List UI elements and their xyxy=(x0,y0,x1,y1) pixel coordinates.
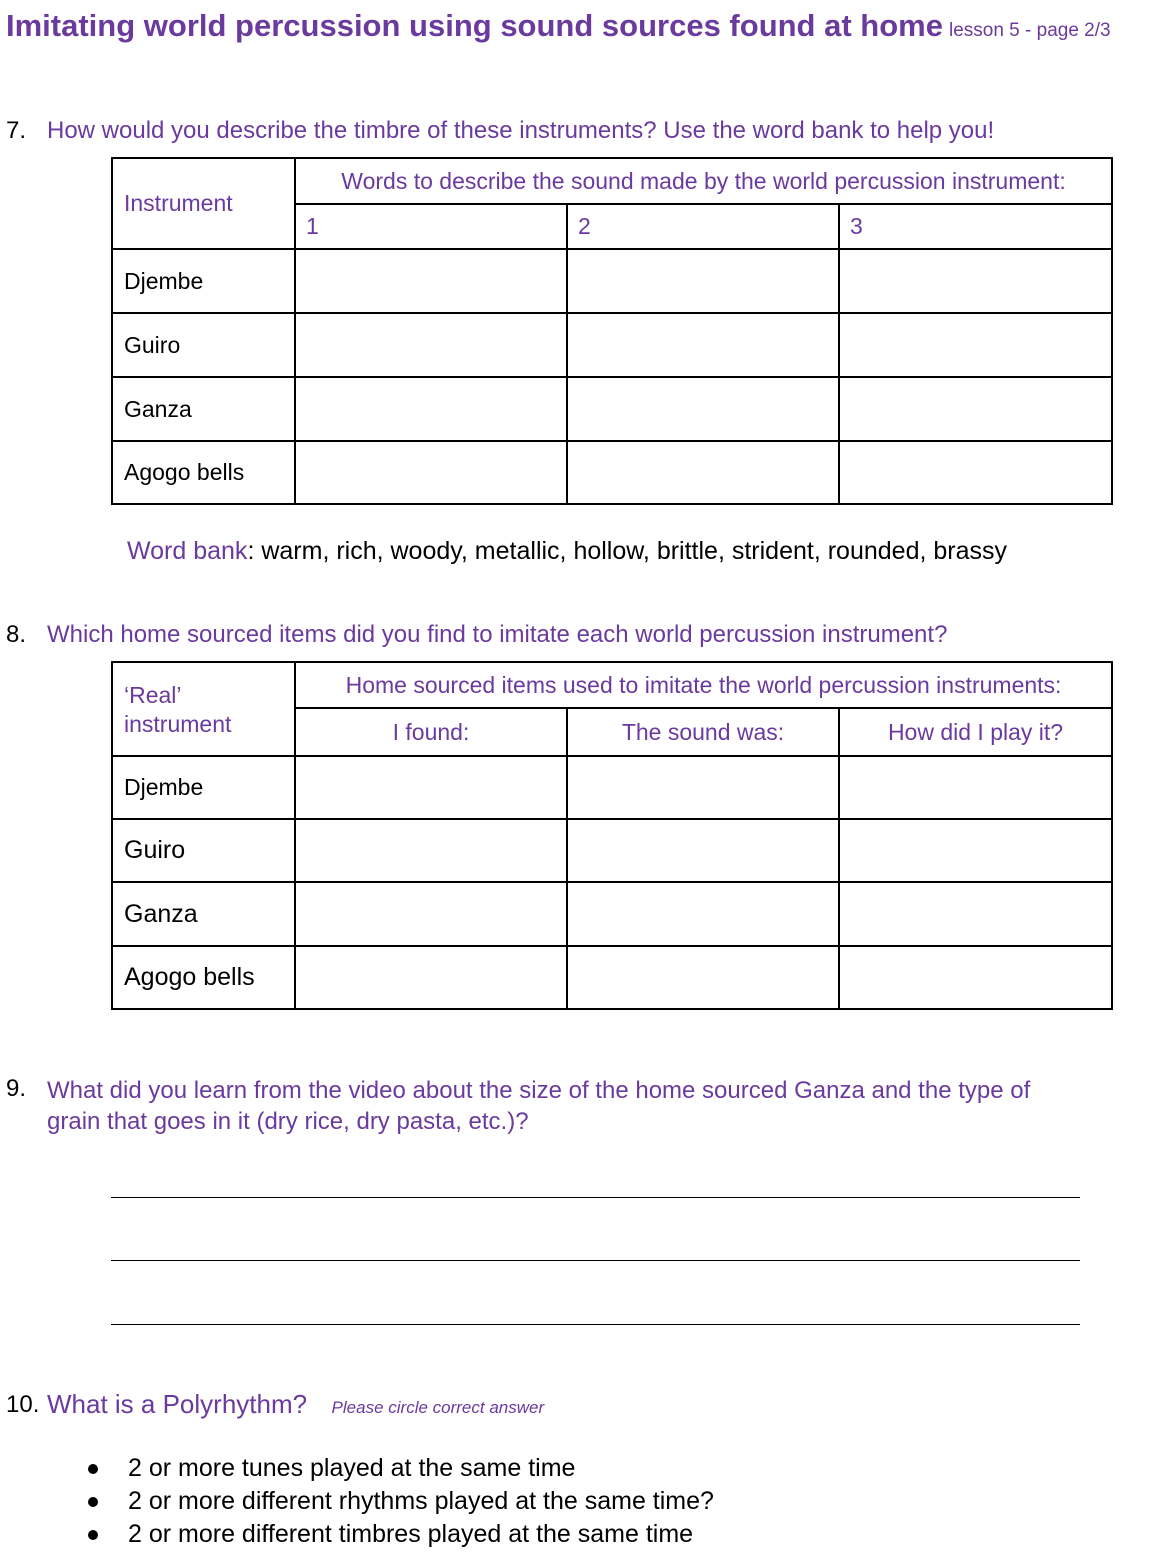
title-main: Imitating world percussion using sound sources found at home xyxy=(6,8,943,43)
option-text: 2 or more different rhythms played at the same time? xyxy=(128,1487,714,1515)
option-item[interactable] xyxy=(88,1518,714,1551)
word-bank-words: : warm, rich, woody, metallic, hollow, brittle, strident, rounded, brassy xyxy=(247,537,1007,565)
answer-cell[interactable] xyxy=(839,946,1112,1009)
answer-line[interactable] xyxy=(111,1197,1080,1198)
word-bank xyxy=(127,537,1007,566)
answer-cell[interactable] xyxy=(295,313,567,377)
answer-cell[interactable] xyxy=(839,441,1112,504)
question-9-number: 9. xyxy=(6,1075,27,1102)
table-row xyxy=(112,819,1112,882)
bullet-icon xyxy=(88,1497,98,1507)
question-7-number: 7. xyxy=(6,117,27,144)
answer-cell[interactable] xyxy=(567,946,839,1009)
question-10-text xyxy=(47,1389,544,1420)
answer-cell[interactable] xyxy=(295,756,567,819)
title-sub: lesson 5 - page 2/3 xyxy=(948,20,1111,41)
bullet-icon xyxy=(88,1464,98,1474)
home-items-table xyxy=(111,661,1113,1010)
timbre-row-label: Guiro xyxy=(112,313,295,377)
polyrhythm-options xyxy=(88,1452,714,1551)
answer-cell[interactable] xyxy=(567,882,839,946)
answer-cell[interactable] xyxy=(567,441,839,504)
question-8-text: Which home sourced items did you find to imitate each world percussion instrument? xyxy=(47,621,948,648)
word-bank-label: Word bank xyxy=(127,537,248,565)
table-row xyxy=(112,313,1112,377)
items-row-label: Guiro xyxy=(112,819,295,882)
answer-cell[interactable] xyxy=(295,441,567,504)
answer-cell[interactable] xyxy=(839,313,1112,377)
answer-cell[interactable] xyxy=(295,249,567,313)
items-header-home: Home sourced items used to imitate the world percussion instruments: xyxy=(295,662,1112,708)
items-col-sound: The sound was: xyxy=(567,708,839,756)
table-row xyxy=(112,377,1112,441)
question-9 xyxy=(6,1075,26,1103)
timbre-row-label: Djembe xyxy=(112,249,295,313)
question-10-number: 10. xyxy=(6,1391,40,1418)
question-10 xyxy=(6,1391,39,1419)
items-row-label: Ganza xyxy=(112,882,295,946)
table-row xyxy=(112,441,1112,504)
table-row xyxy=(112,756,1112,819)
question-9-line-1: What did you learn from the video about the size of the home sourced Ganza and the type of xyxy=(47,1077,1031,1104)
question-7-text: How would you describe the timbre of these instruments? Use the word bank to help you! xyxy=(47,117,995,144)
answer-cell[interactable] xyxy=(567,377,839,441)
items-header-instrument: ‘Real’ instrument xyxy=(112,662,295,756)
answer-cell[interactable] xyxy=(567,313,839,377)
answer-cell[interactable] xyxy=(295,882,567,946)
question-8-number: 8. xyxy=(6,621,27,648)
answer-line[interactable] xyxy=(111,1260,1080,1261)
answer-cell[interactable] xyxy=(295,377,567,441)
timbre-header-words: Words to describe the sound made by the world percussion instrument: xyxy=(295,158,1112,204)
table-row xyxy=(112,946,1112,1009)
answer-cell[interactable] xyxy=(295,819,567,882)
timbre-row-label: Ganza xyxy=(112,377,295,441)
timbre-header-instrument: Instrument xyxy=(112,158,295,249)
table-row xyxy=(112,249,1112,313)
option-item[interactable] xyxy=(88,1485,714,1518)
page-title xyxy=(6,8,1111,44)
timbre-col-1: 1 xyxy=(295,204,567,249)
answer-cell[interactable] xyxy=(839,377,1112,441)
answer-cell[interactable] xyxy=(567,756,839,819)
answer-cell[interactable] xyxy=(839,819,1112,882)
table-row xyxy=(112,882,1112,946)
answer-line[interactable] xyxy=(111,1324,1080,1325)
answer-cell[interactable] xyxy=(567,249,839,313)
answer-cell[interactable] xyxy=(295,946,567,1009)
timbre-col-3: 3 xyxy=(839,204,1112,249)
question-7 xyxy=(6,117,26,145)
timbre-col-2: 2 xyxy=(567,204,839,249)
answer-cell[interactable] xyxy=(839,756,1112,819)
items-row-label: Agogo bells xyxy=(112,946,295,1009)
answer-cell[interactable] xyxy=(839,882,1112,946)
timbre-row-label: Agogo bells xyxy=(112,441,295,504)
option-text: 2 or more different timbres played at the same time xyxy=(128,1520,694,1548)
items-col-found: I found: xyxy=(295,708,567,756)
items-row-label: Djembe xyxy=(112,756,295,819)
question-9-text xyxy=(47,1075,1030,1137)
question-8 xyxy=(6,621,26,649)
answer-cell[interactable] xyxy=(839,249,1112,313)
bullet-icon xyxy=(88,1530,98,1540)
option-text: 2 or more tunes played at the same time xyxy=(128,1454,576,1482)
answer-cell[interactable] xyxy=(567,819,839,882)
timbre-table xyxy=(111,157,1113,505)
items-col-play: How did I play it? xyxy=(839,708,1112,756)
option-item[interactable] xyxy=(88,1452,714,1485)
question-10-question: What is a Polyrhythm? xyxy=(47,1389,308,1419)
question-9-line-2: grain that goes in it (dry rice, dry pasta, etc.)? xyxy=(47,1108,529,1135)
question-10-instruction: Please circle correct answer xyxy=(331,1398,545,1417)
